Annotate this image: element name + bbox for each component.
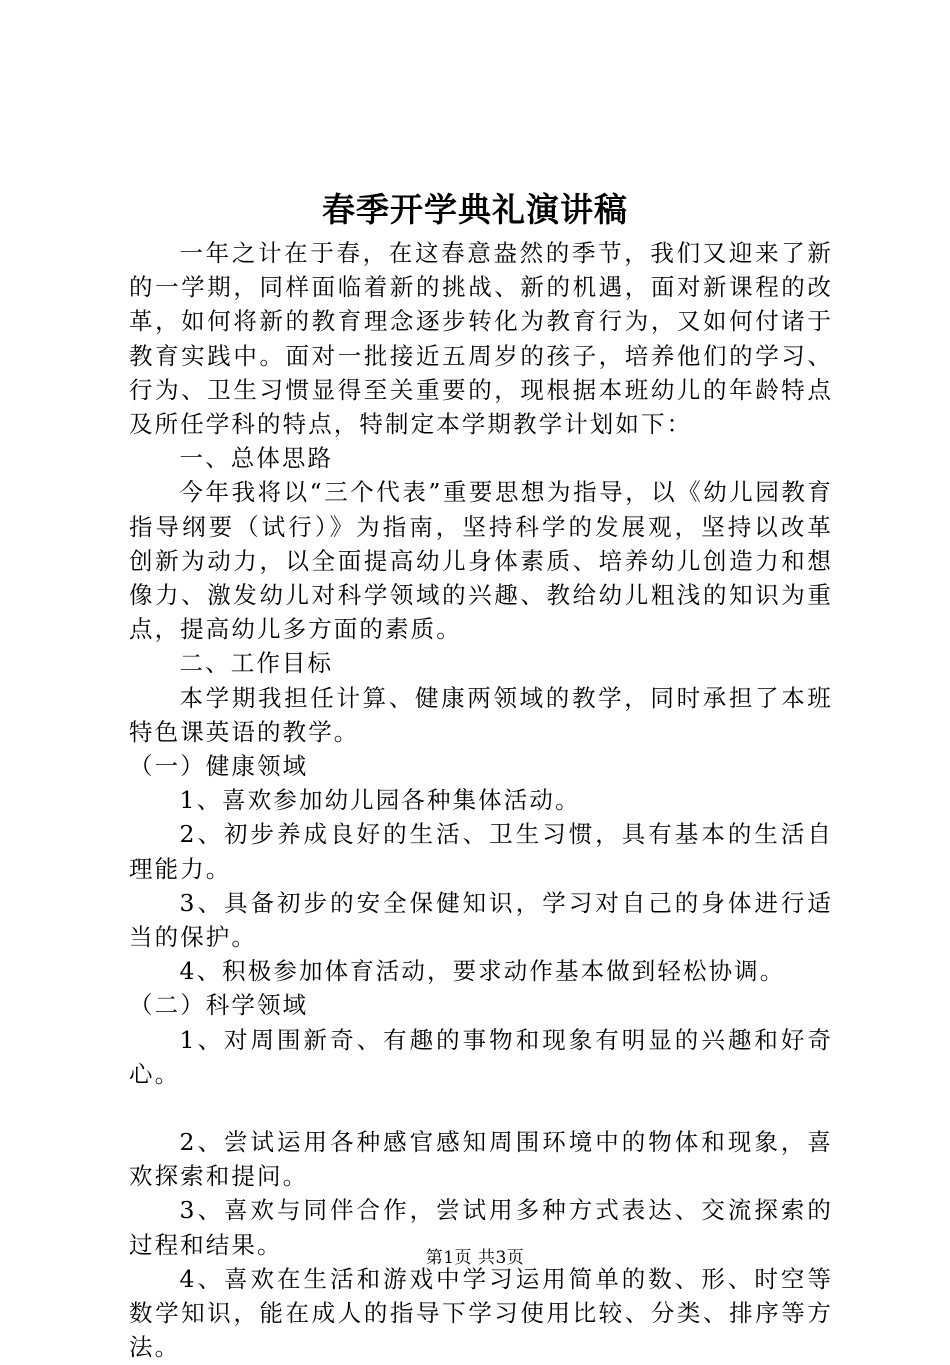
section-heading-2: 二、工作目标	[179, 649, 334, 678]
science-item-4: 4、喜欢在生活和游戏中学习运用简单的数、形、时空等数学知识，能在成人的指导下学习使用比较、分类、排序等方法。	[129, 1264, 833, 1362]
science-item-2: 2、尝试运用各种感官感知周围环境中的物体和现象，喜欢探索和提问。	[129, 1128, 833, 1191]
document-title: 春季开学典礼演讲稿	[322, 190, 628, 229]
subsection-heading-health: （一）健康领域	[129, 752, 309, 781]
health-item-3: 3、具备初步的安全保健知识，学习对自己的身体进行适当的保护。	[129, 888, 833, 952]
health-item-4: 4、积极参加体育活动，要求动作基本做到轻松协调。	[179, 957, 786, 986]
overview-paragraph: 今年我将以“三个代表”重要思想为指导，以《幼儿园教育指导纲要（试行）》为指南，坚持科学的发展观，坚持以改革创新为动力，以全面提高幼儿身体素质、培养幼儿创造力和想像力、激发幼儿对科学领域的兴趣、教给幼儿粗浅的知识为重点，提高幼儿多方面的素质。	[129, 478, 833, 644]
subsection-heading-science: （二）科学领域	[129, 991, 309, 1020]
section-heading-1: 一、总体思路	[179, 444, 334, 473]
document-body	[129, 236, 833, 1365]
health-item-1: 1、喜欢参加幼儿园各种集体活动。	[179, 786, 581, 815]
health-item-2: 2、初步养成良好的生活、卫生习惯，具有基本的生活自理能力。	[129, 820, 833, 883]
page-footer: 第1页 共3页	[425, 1248, 525, 1268]
intro-paragraph: 一年之计在于春，在这春意盎然的季节，我们又迎来了新的一学期，同样面临着新的挑战、新的机遇，面对新课程的改革，如何将新的教育理念逐步转化为教育行为，又如何付诸于教育实践中。面对一批接近五周岁的孩子，培养他们的学习、行为、卫生习惯显得至关重要的，现根据本班幼儿的年龄特点及所任学科的特点，特制定本学期教学计划如下：	[129, 239, 833, 439]
blank-line	[129, 1091, 833, 1125]
goals-paragraph: 本学期我担任计算、健康两领域的教学，同时承担了本班特色课英语的教学。	[129, 683, 833, 746]
science-item-3: 3、喜欢与同伴合作，尝试用多种方式表达、交流探索的过程和结果。	[129, 1196, 833, 1259]
science-item-1: 1、对周围新奇、有趣的事物和现象有明显的兴趣和好奇心。	[129, 1025, 833, 1088]
